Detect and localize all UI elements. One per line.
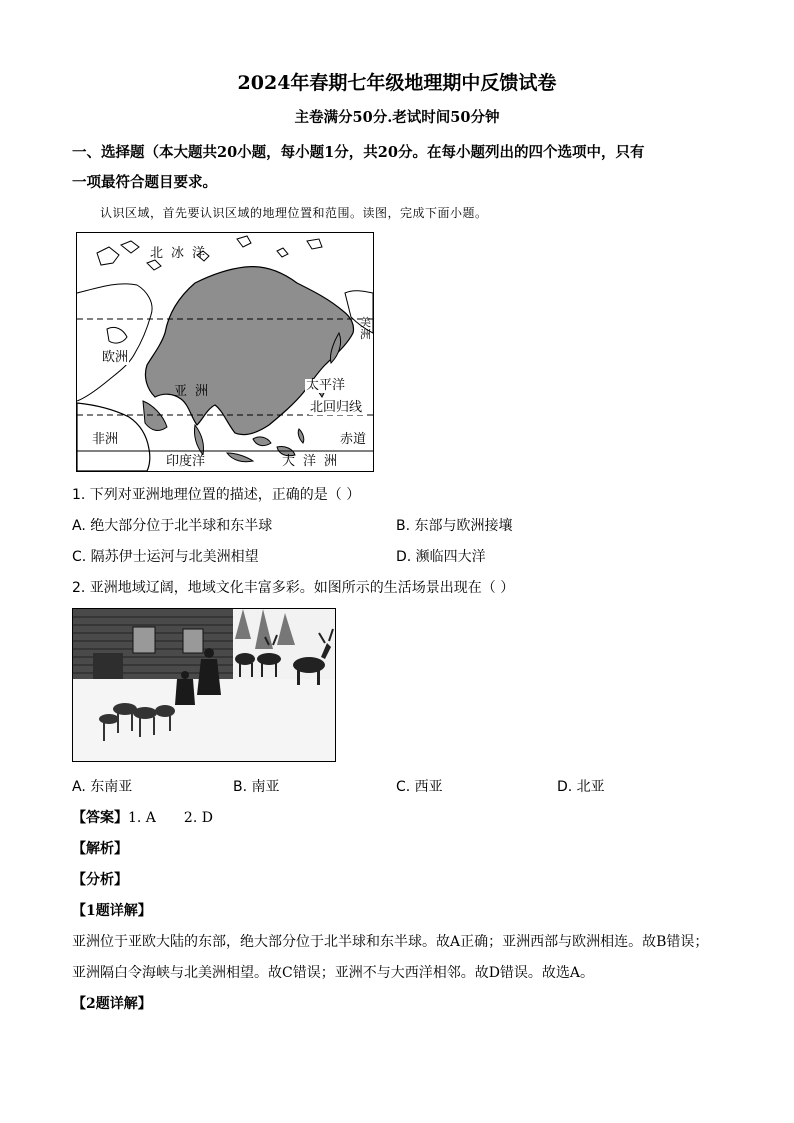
q2-option-d: D. 北亚 bbox=[557, 779, 605, 795]
answer-q2: 2. D bbox=[183, 810, 213, 826]
question-1-stem: 1. 下列对亚洲地理位置的描述，正确的是（ ） bbox=[72, 487, 361, 503]
q1-option-c: C. 隔苏伊士运河与北美洲相望 bbox=[72, 549, 259, 565]
label-indian-ocean: 印度洋 bbox=[166, 454, 206, 469]
label-europe: 欧洲 bbox=[102, 350, 129, 365]
label-asia: 亚洲 bbox=[174, 384, 217, 399]
photo-drawing bbox=[73, 609, 335, 761]
q1-option-b: B. 东部与欧洲接壤 bbox=[396, 518, 513, 534]
label-tropic-of-cancer: 北回归线 bbox=[310, 400, 363, 415]
page-subtitle: 主卷满分50分.老试时间50分钟 bbox=[294, 109, 500, 126]
label-pacific-ocean: 太平洋 bbox=[306, 378, 346, 393]
section-heading-line1: 一、选择题（本大题共20小题，每小题1分，共20分。在每小题列出的四个选项中，只有 bbox=[72, 144, 645, 161]
q2-option-c: C. 西亚 bbox=[396, 779, 443, 795]
q1-option-a: A. 绝大部分位于北半球和东半球 bbox=[72, 518, 273, 534]
answer-line bbox=[72, 807, 213, 827]
analysis-label: 【解析】 bbox=[72, 841, 128, 857]
page-title: 2024年春期七年级地理期中反馈试卷 bbox=[237, 72, 557, 94]
answer-label: 【答案】 bbox=[72, 810, 128, 826]
detail-1-line1: 亚洲位于亚欧大陆的东部，绝大部分位于北半球和东半球。故A正确；亚洲西部与欧洲相连。故B错误； bbox=[72, 934, 709, 950]
fenxi-label: 【分析】 bbox=[72, 872, 128, 888]
label-america: 美洲 bbox=[360, 316, 371, 341]
question-2-stem: 2. 亚洲地域辽阔，地域文化丰富多彩。如图所示的生活场景出现在（ ） bbox=[72, 580, 515, 596]
q2-option-b: B. 南亚 bbox=[233, 779, 280, 795]
label-arctic-ocean: 北冰洋 bbox=[150, 246, 214, 261]
label-oceania: 大洋洲 bbox=[282, 454, 346, 469]
asia-location-map bbox=[76, 232, 374, 472]
detail-2-label: 【2题详解】 bbox=[72, 996, 152, 1012]
question-group-intro: 认识区域，首先要认识区域的地理位置和范围。读图，完成下面小题。 bbox=[100, 206, 488, 220]
section-heading-line2: 一项最符合题目要求。 bbox=[72, 174, 217, 191]
reindeer-sled-photo bbox=[72, 608, 336, 762]
detail-1-label: 【1题详解】 bbox=[72, 903, 152, 919]
detail-1-line2: 亚洲隔白令海峡与北美洲相望。故C错误；亚洲不与大西洋相邻。故D错误。故选A。 bbox=[72, 965, 595, 981]
q2-option-a: A. 东南亚 bbox=[72, 779, 133, 795]
q1-option-d: D. 濒临四大洋 bbox=[396, 549, 486, 565]
label-africa: 非洲 bbox=[92, 432, 119, 447]
answer-q1: 1. A bbox=[128, 810, 156, 826]
label-equator: 赤道 bbox=[340, 432, 367, 447]
